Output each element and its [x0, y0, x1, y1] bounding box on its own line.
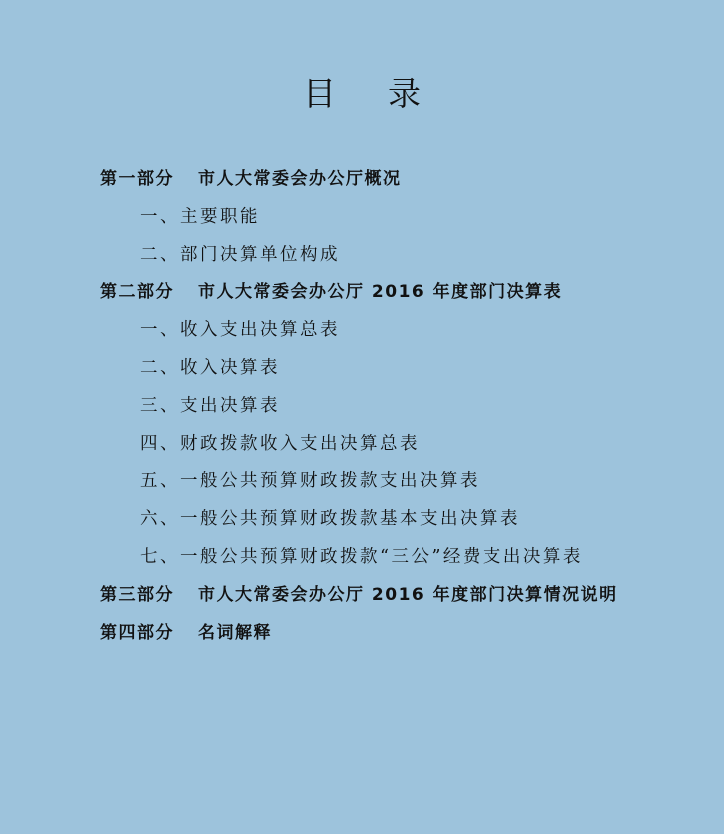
toc-entry: 四、财政拨款收入支出决算总表: [140, 433, 420, 454]
toc-title: 目录: [303, 74, 473, 113]
toc-part-3: [100, 577, 700, 615]
toc-part-label: 第四部分: [100, 622, 174, 643]
toc-entry: 二、部门决算单位构成: [140, 244, 340, 265]
toc-part-2: [100, 274, 700, 312]
toc-entry: 二、收入决算表: [140, 357, 280, 378]
toc-part-label: 第二部分: [100, 282, 174, 303]
toc-part-label: 第一部分: [100, 169, 174, 189]
toc-entry: 五、一般公共预算财政拨款支出决算表: [140, 471, 480, 492]
toc-part-text: 市人大常委会办公厅 2016 年度部门决算表: [198, 282, 563, 303]
toc-entry: 一、主要职能: [140, 206, 260, 227]
toc-entry: 六、一般公共预算财政拨款基本支出决算表: [140, 509, 520, 530]
toc-entry: 七、一般公共预算财政拨款“三公”经费支出决算表: [140, 546, 583, 567]
toc-part-text: 市人大常委会办公厅概况: [198, 169, 402, 189]
toc-entry: 三、支出决算表: [140, 395, 280, 416]
toc-part-4: [100, 615, 700, 653]
table-of-contents: [100, 161, 700, 652]
toc-part-label: 第三部分: [100, 584, 174, 605]
toc-part-text: 市人大常委会办公厅 2016 年度部门决算情况说明: [198, 584, 618, 605]
toc-part-1: [100, 161, 700, 199]
toc-part-text: 名词解释: [198, 622, 272, 643]
toc-entry: 一、收入支出决算总表: [140, 320, 340, 341]
